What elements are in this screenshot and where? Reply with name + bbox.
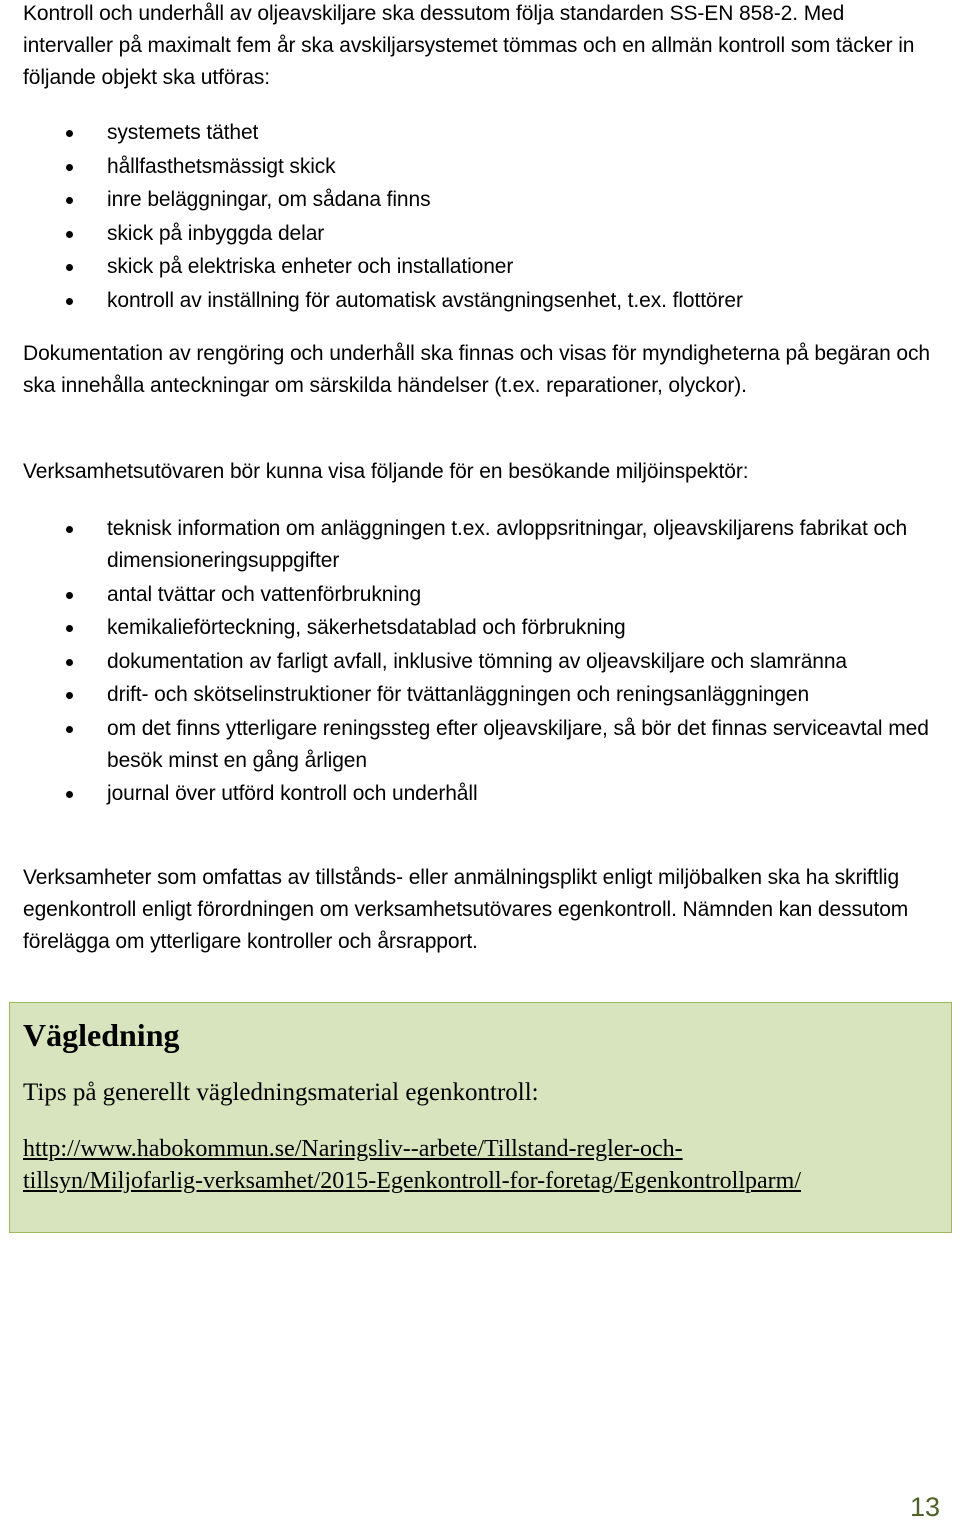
list-item: [23, 151, 935, 183]
bullet-icon: [66, 130, 73, 137]
guidance-link[interactable]: [23, 1133, 948, 1197]
bullet-icon: [66, 592, 73, 599]
list-item: [23, 679, 935, 711]
guidance-link-line-2[interactable]: tillsyn/Miljofarlig-verksamhet/2015-Egenkontroll-for-foretag/Egenkontrollparm/: [23, 1168, 801, 1194]
list-item: [23, 513, 935, 577]
list-item-text: journal över utförd kontroll och underhåll: [107, 782, 478, 805]
intro-paragraph: Kontroll och underhåll av oljeavskiljare ska dessutom följa standarden SS-EN 858-2. Med intervaller på maximalt fem år ska avskiljarsystemet tömmas och en allmän kontroll som täcker in följande objekt ska utföras:: [23, 2, 915, 89]
list-item-text: antal tvättar och vattenförbrukning: [107, 582, 422, 606]
bullet-icon: [66, 625, 73, 632]
bullet-icon: [66, 526, 73, 533]
list-item: [23, 778, 935, 810]
list-item-text: kontroll av inställning för automatisk avstängningsenhet, t.ex. flottörer: [107, 288, 743, 312]
inspector-paragraph: Verksamhetsutövaren bör kunna visa följande för en besökande miljöinspektör:: [23, 460, 749, 483]
list-item-text: dokumentation av farligt avfall, inklusive tömning av oljeavskiljare och slamränna: [107, 649, 848, 673]
document-list: [23, 513, 935, 812]
bullet-icon: [66, 231, 73, 238]
list-item-text: hållfasthetsmässigt skick: [107, 154, 336, 178]
list-item-text: systemets täthet: [107, 121, 259, 144]
bullet-icon: [66, 692, 73, 699]
list-item-text: inre beläggningar, om sådana finns: [107, 188, 431, 211]
list-item-text: teknisk information om anläggningen t.ex. avloppsritningar, oljeavskiljarens fabrikat och dimensioneringsuppgifter: [107, 517, 908, 572]
list-item: [23, 285, 935, 317]
bullet-icon: [66, 659, 73, 666]
list-item: [23, 251, 935, 283]
bullet-icon: [66, 298, 73, 305]
bullet-icon: [66, 264, 73, 271]
page-number: 13: [909, 1492, 940, 1522]
list-item: [23, 117, 935, 149]
list-item: [23, 646, 935, 678]
list-item-text: om det finns ytterligare reningssteg efter oljeavskiljare, så bör det finnas serviceavtal med besök minst en gång årligen: [107, 716, 929, 772]
bullet-icon: [66, 726, 73, 733]
self-control-paragraph: Verksamheter som omfattas av tillstånds- eller anmälningsplikt enligt miljöbalken ska ha skriftlig egenkontroll enligt förordningen om verksamhetsutövares egenkontroll. Nämnden kan dessutom förelägga om ytterligare kontroller och årsrapport.: [23, 866, 909, 953]
bullet-icon: [66, 791, 73, 798]
list-item: [23, 713, 935, 777]
bullet-icon: [66, 197, 73, 204]
list-item-text: kemikalieförteckning, säkerhetsdatablad och förbrukning: [107, 616, 626, 639]
guidance-box: [9, 1002, 952, 1233]
documentation-paragraph: Dokumentation av rengöring och underhåll ska finnas och visas för myndigheterna på begäran och ska innehålla anteckningar om särskilda händelser (t.ex. reparationer, olyckor).: [23, 342, 930, 397]
list-item-text: skick på elektriska enheter och installationer: [107, 255, 514, 278]
list-item: [23, 612, 935, 644]
inspection-list: [23, 117, 935, 318]
list-item: [23, 184, 935, 216]
list-item-text: drift- och skötselinstruktioner för tvättanläggningen och reningsanläggningen: [107, 683, 810, 706]
guidance-title: Vägledning: [23, 1017, 180, 1053]
list-item-text: skick på inbyggda delar: [107, 221, 325, 245]
list-item: [23, 579, 935, 611]
list-item: [23, 218, 935, 250]
guidance-link-line-1[interactable]: http://www.habokommun.se/Naringsliv--arbete/Tillstand-regler-och-: [23, 1136, 683, 1162]
guidance-tips: Tips på generellt vägledningsmaterial egenkontroll:: [23, 1079, 539, 1106]
bullet-icon: [66, 164, 73, 171]
